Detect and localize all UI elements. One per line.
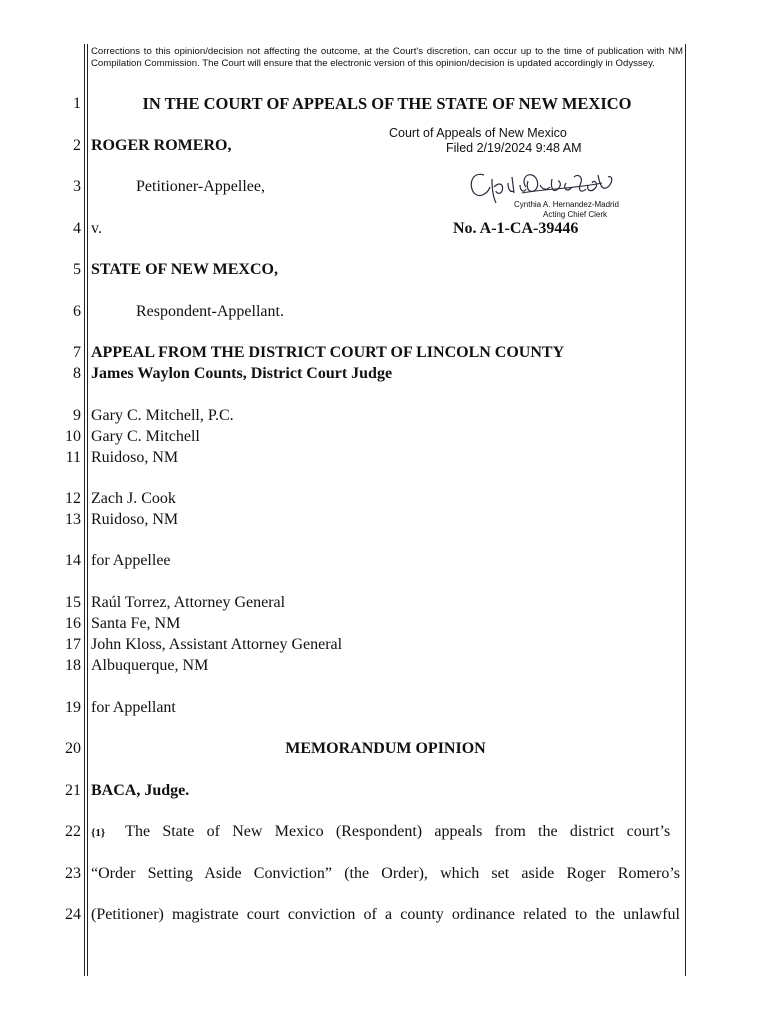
paragraph-number: {1} — [91, 827, 106, 839]
opinion-paragraph-line: (Petitioner) magistrate court conviction of a county ordinance related to the unlawful — [91, 906, 680, 923]
line-number: 6 — [73, 303, 81, 320]
respondent-role: Respondent-Appellant. — [136, 303, 284, 320]
versus: v. — [91, 220, 102, 237]
line-number: 10 — [65, 428, 81, 445]
petitioner-name: ROGER ROMERO, — [91, 137, 232, 154]
respondent-name: STATE OF NEW MEXCO, — [91, 261, 278, 278]
opinion-author: BACA, Judge. — [91, 782, 190, 799]
margin-rule-left-inner — [87, 44, 88, 976]
opinion-title: MEMORANDUM OPINION — [285, 740, 486, 757]
opinion-paragraph-line: “Order Setting Aside Conviction” (the Order), which set aside Roger Romero’s — [91, 865, 680, 882]
counsel-line: Albuquerque, NM — [91, 657, 209, 674]
line-number: 22 — [65, 823, 81, 840]
line-number: 9 — [73, 407, 81, 424]
counsel-line: Raúl Torrez, Attorney General — [91, 594, 286, 611]
line-number: 11 — [65, 449, 81, 466]
line-number: 7 — [73, 344, 81, 361]
line-number: 1 — [73, 95, 81, 112]
line-number: 20 — [65, 740, 81, 757]
line-number: 21 — [65, 782, 81, 799]
corrections-notice: Corrections to this opinion/decision not affecting the outcome, at the Court's discretion, can occur up to the time of publication with NM Compilation Commission. The Court will ensure that the electronic version of this opinion/decision is updated accordingly in Odyssey. — [91, 46, 683, 69]
stamp-clerk-title: Acting Chief Clerk — [543, 210, 608, 219]
line-number: 5 — [73, 261, 81, 278]
opinion-paragraph-line — [91, 822, 680, 843]
case-number: No. A-1-CA-39446 — [453, 220, 579, 237]
trial-judge: James Waylon Counts, District Court Judge — [91, 365, 393, 382]
counsel-line: Ruidoso, NM — [91, 511, 179, 528]
line-number: 2 — [73, 137, 81, 154]
line-number: 24 — [65, 906, 81, 923]
line-number: 13 — [65, 511, 81, 528]
line-number: 12 — [65, 490, 81, 507]
line-number: 18 — [65, 657, 81, 674]
line-number: 19 — [65, 699, 81, 716]
stamp-clerk-name: Cynthia A. Hernandez-Madrid — [514, 200, 619, 209]
stamp-filed: Filed 2/19/2024 9:48 AM — [446, 141, 582, 155]
line-number: 16 — [65, 615, 81, 632]
counsel-line: Gary C. Mitchell — [91, 428, 200, 445]
line-number: 8 — [73, 365, 81, 382]
counsel-line: Santa Fe, NM — [91, 615, 181, 632]
appeal-from: APPEAL FROM THE DISTRICT COURT OF LINCOLN COUNTY — [91, 344, 565, 361]
petitioner-role: Petitioner-Appellee, — [136, 178, 265, 195]
for-appellant: for Appellant — [91, 699, 176, 716]
line-number: 3 — [73, 178, 81, 195]
margin-rule-left — [84, 44, 85, 976]
counsel-line: Gary C. Mitchell, P.C. — [91, 407, 234, 424]
line-number: 17 — [65, 636, 81, 653]
counsel-line: John Kloss, Assistant Attorney General — [91, 636, 343, 653]
counsel-line: Ruidoso, NM — [91, 449, 179, 466]
line-number: 4 — [73, 220, 81, 237]
line-number: 23 — [65, 865, 81, 882]
for-appellee: for Appellee — [91, 552, 171, 569]
line-number: 14 — [65, 552, 81, 569]
paragraph-text: The State of New Mexico (Respondent) appeals from the district court’s — [125, 823, 671, 840]
line-number: 15 — [65, 594, 81, 611]
stamp-court: Court of Appeals of New Mexico — [389, 126, 567, 140]
counsel-line: Zach J. Cook — [91, 490, 176, 507]
margin-rule-right — [685, 44, 686, 976]
court-title: IN THE COURT OF APPEALS OF THE STATE OF NEW MEXICO — [142, 94, 632, 113]
